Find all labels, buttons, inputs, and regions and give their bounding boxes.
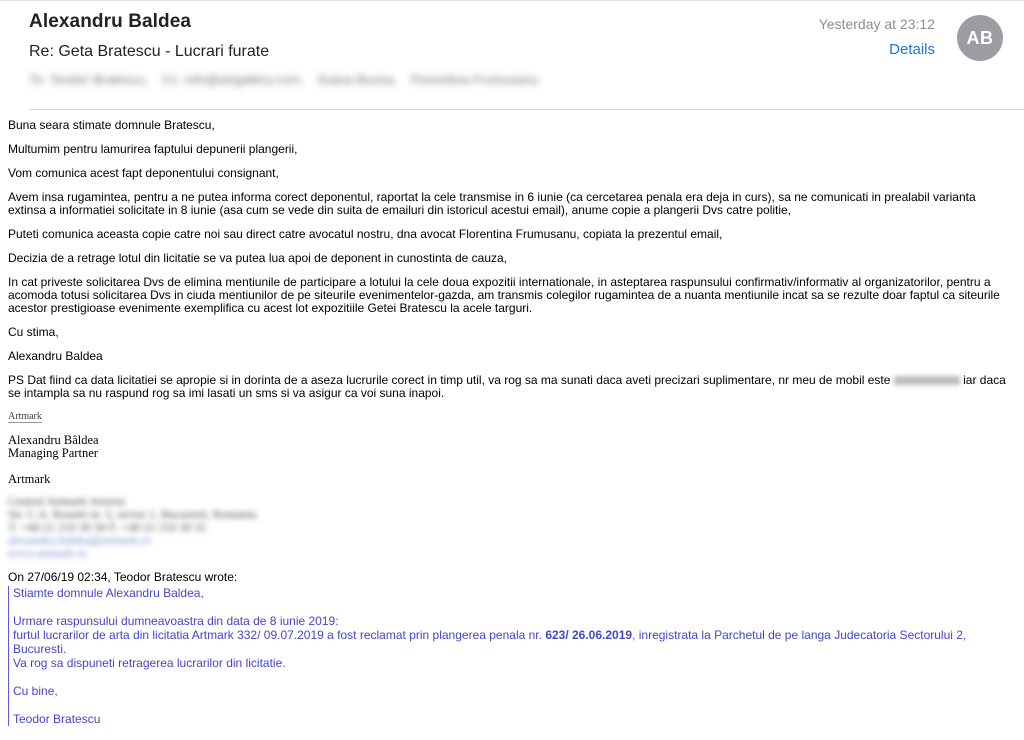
body-paragraph: Vom comunica acest fapt deponentului consignant, <box>8 166 279 180</box>
body-paragraph: Cu stima, <box>8 325 59 339</box>
signature-address-redacted: Centrul Artmark Astoria Str. C.A. Rosetti nr. 5, sector 1, Bucuresti, Romania T: +40 21 210 30 30 F: +40 21 210 30 31 alexandru.baldea@artmark.ro www.artmark.ro <box>8 495 1014 560</box>
body-paragraph: Puteti comunica aceasta copie catre noi sau direct catre avocatul nostru, dna avocat Florentina Frumusanu, copiata la prezentul email, <box>8 227 723 241</box>
body-paragraph: Avem insa rugamintea, pentru a ne putea informa corect deponentul, raportat la cele transmise in 6 iunie (ca cercetarea penala era deja in curs), sa ne comunicati in prealabil varianta extinsa a informatiei solicitate in 8 iunie (asa cum se vede din suita de emailuri din istoricul acestui email), anume copie a plangerii Dvs catre politie, <box>8 190 976 217</box>
postscript-text: iar daca se intampla sa nu raspund rog sa imi lasati un sms si va asigur ca voi suna inapoi. <box>8 373 1006 400</box>
quoted-message <box>8 586 1014 726</box>
quote-signature: Teodor Bratescu <box>13 712 101 726</box>
signature-title: Managing Partner <box>8 446 98 460</box>
redacted-phone-number <box>894 376 960 385</box>
quote-closing: Cu bine, <box>13 684 58 698</box>
signature-email-link[interactable]: alexandru.baldea@artmark.ro <box>8 533 151 547</box>
body-paragraph: Multumim pentru lamurirea faptului depunerii plangerii, <box>8 142 298 156</box>
message-timestamp: Yesterday at 23:12 <box>818 16 935 32</box>
sender-name: Alexandru Baldea <box>29 11 192 32</box>
message-subject: Re: Geta Bratescu - Lucrari furate <box>29 43 270 60</box>
header-divider <box>29 109 1024 110</box>
body-paragraph: Buna seara stimate domnule Bratescu, <box>8 118 215 132</box>
body-paragraph: Decizia de a retrage lotul din licitatie se va putea lua apoi de deponent in cunostinta de cauza, <box>8 251 507 265</box>
signature-company: Artmark <box>8 472 51 486</box>
body-paragraph: In cat priveste solicitarea Dvs de elimina mentiunile de participare a lotului la cele doua expozitii internationale, in asteptarea raspunsului confirmativ/informativ al organizatorilor, pentru a acomoda totusi solicitarea Dvs in ciuda mentiunilor de pe siteurile evenimentelor-gazda, am transmis colegilor rugamintea de a nuanta mentiunile incat sa se rezulte doar faptul ca siteurile acestor prestigioase evenimente exemplifica cu acest lot expozitiile Getei Bratescu la acele targuri. <box>8 275 1000 315</box>
postscript-text: PS Dat fiind ca data licitatiei se apropie si in dorinta de a aseza lucrurile corect in timp util, va rog sa ma sunati daca aveti precizari suplimentare, nr meu de mobil este <box>8 373 891 387</box>
recipient: Iluana Bucea, <box>317 72 398 87</box>
quote-paragraph: Urmare raspunsului dumneavoastra din data de 8 iunie 2019: furtul lucrarilor de arta din licitatia Artmark 332/ 09.07.2019 a fost reclamat prin plangerea penala nr. 623/ 26.06.2019, inregistrata la Parchetul de pe langa Judecatoria Sectorului 2, Bucuresti. Va rog sa dispuneti retragerea lucrarilor din licitatie. <box>13 614 967 670</box>
quote-greeting: Stiamte domnule Alexandru Baldea, <box>13 586 204 600</box>
recipients-list[interactable] <box>29 72 538 87</box>
signature-name: Alexandru Bâldea <box>8 433 99 447</box>
artmark-logo: Artmark <box>8 411 42 422</box>
sender-avatar: AB <box>957 15 1003 61</box>
message-body <box>8 119 1014 740</box>
recipient: Florentina Frumusanu <box>411 72 539 87</box>
complaint-number: 623/ 26.06.2019 <box>545 628 633 642</box>
signature-name-block <box>8 434 1014 460</box>
details-link[interactable]: Details <box>889 41 935 58</box>
body-paragraph: Alexandru Baldea <box>8 349 103 363</box>
signature-web-link[interactable]: www.artmark.ro <box>8 546 87 560</box>
recipient-cc: Cc: info@artgallery.com, <box>162 72 304 87</box>
quote-attribution: On 27/06/19 02:34, Teodor Bratescu wrote: <box>8 570 238 584</box>
message-header <box>0 0 1024 110</box>
recipient-to: To: Teodor Bratescu, <box>29 72 148 87</box>
postscript <box>8 374 1014 400</box>
